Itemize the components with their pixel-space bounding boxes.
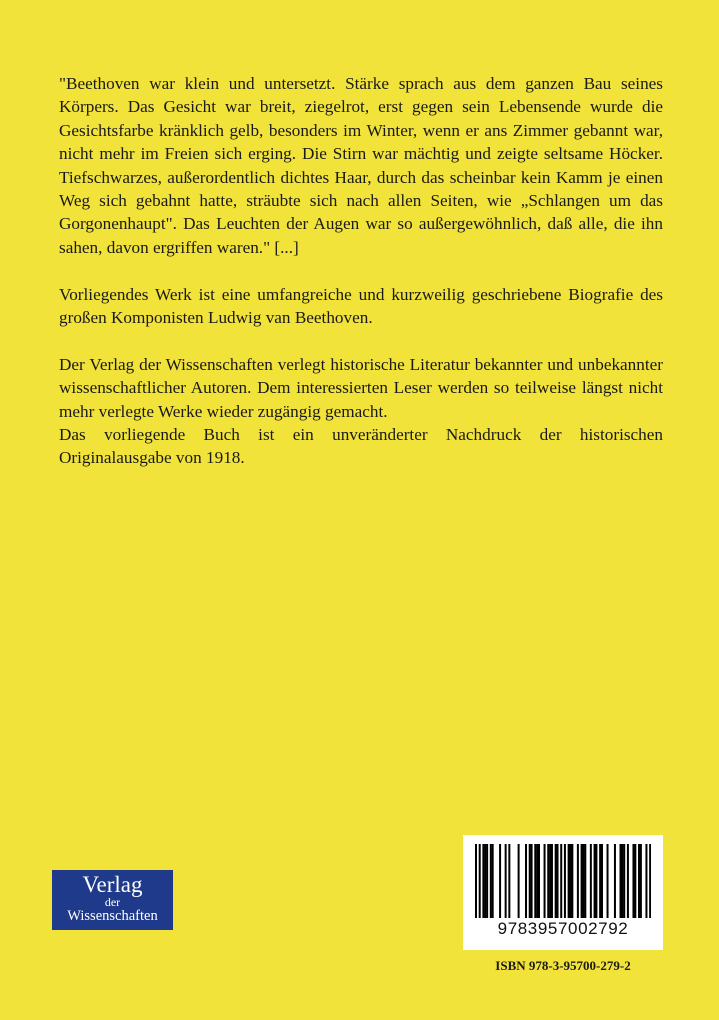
barcode-bar [508, 844, 510, 918]
barcode-digits: 9783957002792 [497, 919, 629, 938]
isbn-number: ISBN 978-3-95700-279-2 [495, 958, 631, 973]
barcode-bar [490, 844, 492, 918]
barcode-bar [518, 844, 520, 918]
barcode-bar [560, 844, 562, 918]
barcode-bar [551, 844, 553, 918]
blurb-text [59, 72, 663, 493]
barcode-bar [549, 844, 551, 918]
logo-word-wissenschaften: Wissenschaften [67, 908, 158, 924]
description-paragraph: Vorliegendes Werk ist eine umfangreiche und kurzweilig geschriebene Biografie des großen Komponisten Ludwig van Beethoven. [59, 284, 663, 328]
barcode-bar [534, 844, 536, 918]
barcode-bar [505, 844, 507, 918]
publisher-logo [52, 870, 173, 930]
barcode-bar [538, 844, 540, 918]
barcode-bar [582, 844, 584, 918]
barcode-bar [584, 844, 586, 918]
barcode-bar [525, 844, 527, 918]
barcode-bar [594, 844, 596, 918]
barcode-bar [571, 844, 573, 918]
barcode-bar [547, 844, 549, 918]
barcode-bar [531, 844, 533, 918]
barcode-bar [555, 844, 557, 918]
barcode-bar [634, 844, 636, 918]
barcode-bar [627, 844, 629, 918]
barcode-bar [649, 844, 651, 918]
barcode-bar [577, 844, 579, 918]
barcode-bars [475, 844, 651, 918]
publisher-info-paragraph: Der Verlag der Wissenschaften verlegt historische Literatur bekannter und unbekannter wissenschaftlicher Autoren. Dem interessierten Leser werden so teilweise längst nicht mehr verlegte Werke wieder zugängig gemacht. [59, 354, 663, 421]
barcode-bar [564, 844, 566, 918]
logo-word-der: der [104, 895, 121, 909]
barcode-bar [640, 844, 642, 918]
barcode-bar [569, 844, 571, 918]
quote-paragraph: "Beethoven war klein und untersetzt. Stärke sprach aus dem ganzen Bau seines Körpers. Das Gesicht war breit, ziegelrot, erst gegen sein Lebensende wurde die Gesichtsfarbe kränklich gelb, besonders im Winter, wenn er ans Zimmer gebannt war, nicht mehr im Freien sich erging. Die Stirn war mächtig und zeigte seltsame Höcker. Tiefschwarzes, außerordentlich dichtes Haar, durch das scheinbar kein Kamm je einen Weg sich gebahnt hatte, sträubte sich nach allen Seiten, wie „Schlangen um das Gorgonenhaupt". Das Leuchten der Augen war so außergewöhnlich, daß alle, die ihn sahen, davon ergriffen waren." [...] [59, 74, 663, 257]
barcode-bar [479, 844, 481, 918]
barcode-bar [621, 844, 623, 918]
barcode-bar [620, 844, 622, 918]
barcode-bar [568, 844, 570, 918]
barcode-bar [595, 844, 597, 918]
barcode-bar [623, 844, 625, 918]
logo-word-verlag: Verlag [82, 872, 143, 897]
barcode-bar [475, 844, 477, 918]
barcode-bar [614, 844, 616, 918]
barcode-bar [590, 844, 592, 918]
barcode-bar [482, 844, 484, 918]
reprint-note-paragraph: Das vorliegende Buch ist ein unveränderter Nachdruck der historischen Originalausgabe von 1918. [59, 425, 663, 468]
barcode-box [463, 835, 663, 950]
barcode-bar [499, 844, 501, 918]
barcode-bar [557, 844, 559, 918]
barcode-bar [544, 844, 546, 918]
barcode-bar [486, 844, 488, 918]
barcode-bar [492, 844, 494, 918]
barcode-bar [638, 844, 640, 918]
barcode-bar [484, 844, 486, 918]
barcode-bar [601, 844, 603, 918]
barcode-bar [581, 844, 583, 918]
barcode-bar [599, 844, 601, 918]
barcode-bar [607, 844, 609, 918]
barcode-bar [529, 844, 531, 918]
barcode-bar [536, 844, 538, 918]
barcode-bar [632, 844, 634, 918]
barcode-bar [645, 844, 647, 918]
